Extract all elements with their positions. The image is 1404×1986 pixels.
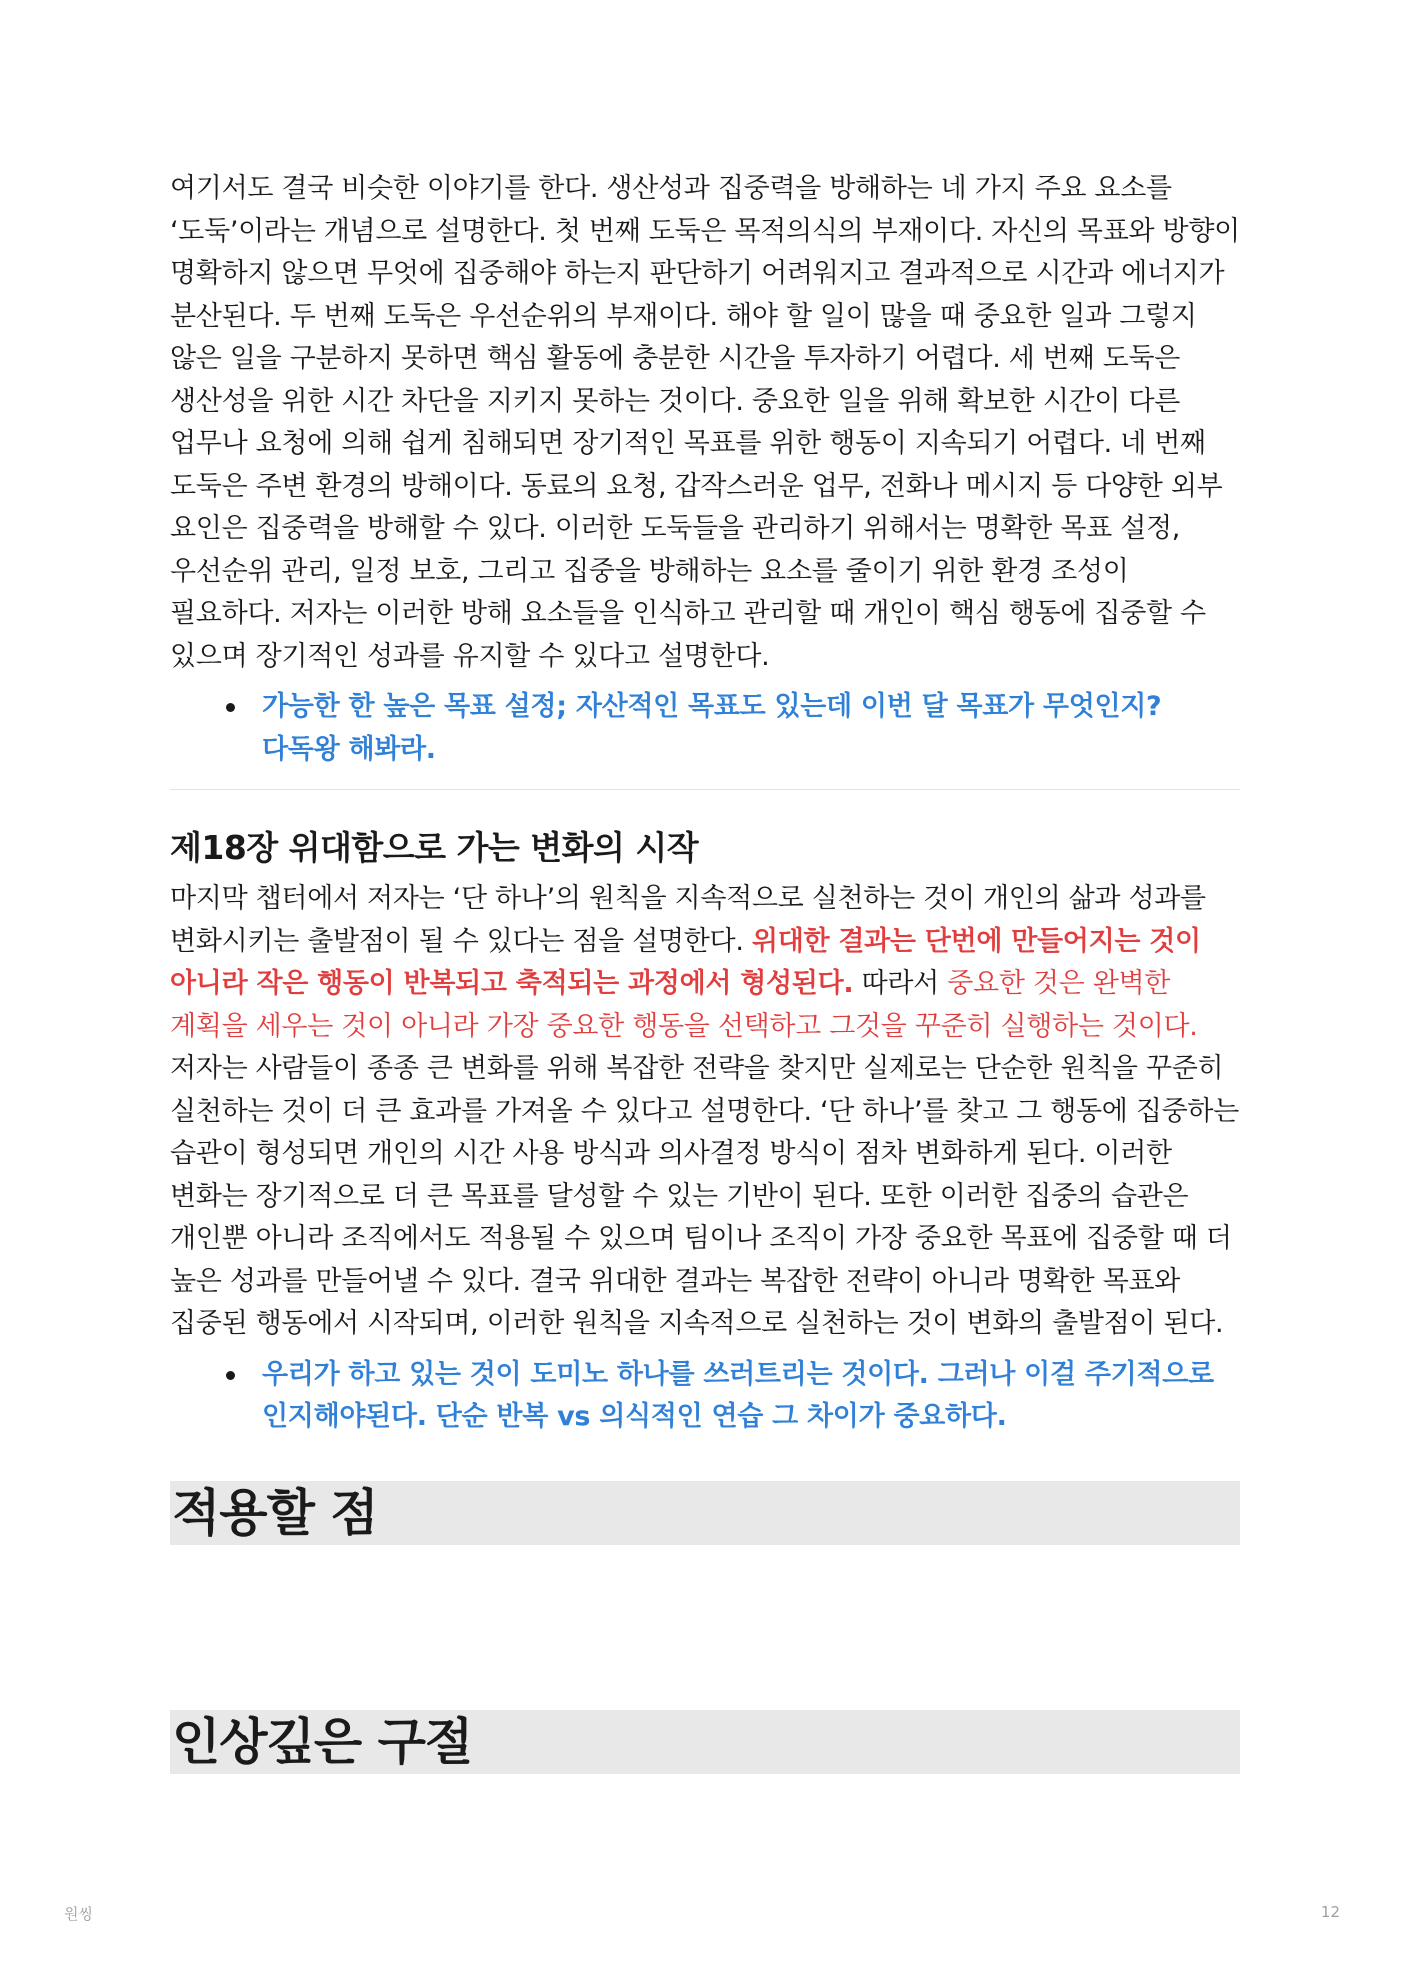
intro-bullet-text: 가능한 한 높은 목표 설정; 자산적인 목표도 있는데 이번 달 목표가 무엇인지? 다독왕 해봐라. [262, 691, 1162, 765]
intro-bullet-item [262, 686, 1240, 771]
chapter-18-bullet-item [262, 1354, 1240, 1439]
divider [170, 789, 1240, 790]
quotes-heading: 인상깊은 구절 [170, 1710, 1240, 1774]
apply-heading: 적용할 점 [170, 1481, 1240, 1545]
footer-book-title: 원씽 [64, 1905, 93, 1923]
intro-bullet-list [170, 686, 1240, 771]
chapter-18-red-bold-text: 위대한 결과는 단번에 만들어지는 것이 아니라 작은 행동이 반복되고 축적되는 과정에서 형성된다. [170, 925, 1201, 999]
intro-paragraph: 여기서도 결국 비슷한 이야기를 한다. 생산성과 집중력을 방해하는 네 가지 주요 요소를 ‘도둑’이라는 개념으로 설명한다. 첫 번째 도둑은 목적의식의 부재이다. 자신의 목표와 방향이 명확하지 않으면 무엇에 집중해야 하는지 판단하기 어려워지고 결과적으로 시간과 에너지가 분산된다. 두 번째 도둑은 우선순위의 부재이다. 해야 할 일이 많을 때 중요한 일과 그렇지 않은 일을 구분하지 못하면 핵심 활동에 충분한 시간을 투자하기 어렵다. 세 번째 도둑은 생산성을 위한 시간 차단을 지키지 못하는 것이다. 중요한 일을 위해 확보한 시간이 다른 업무나 요청에 의해 쉽게 침해되면 장기적인 목표를 위한 행동이 지속되기 어렵다. 네 번째 도둑은 주변 환경의 방해이다. 동료의 요청, 갑작스러운 업무, 전화나 메시지 등 다양한 외부 요인은 집중력을 방해할 수 있다. 이러한 도둑들을 관리하기 위해서는 명확한 목표 설정, 우선순위 관리, 일정 보호, 그리고 집중을 방해하는 요소를 줄이기 위한 환경 조성이 필요하다. 저자는 이러한 방해 요소들을 인식하고 관리할 때 개인이 핵심 행동에 집중할 수 있으며 장기적인 성과를 유지할 수 있다고 설명한다. [170, 173, 1240, 672]
chapter-18-paragraph [170, 878, 1240, 1346]
chapter-18-red-text: 중요한 것은 완벽한 계획을 세우는 것이 아니라 가장 중요한 행동을 선택하고 그것을 꾸준히 실행하는 것이다. [170, 968, 1198, 1042]
bullet-dot-icon [226, 703, 235, 712]
chapter-18-bullet-list [170, 1354, 1240, 1439]
bullet-dot-icon [226, 1371, 235, 1380]
chapter-18-bullet-text: 우리가 하고 있는 것이 도미노 하나를 쓰러트리는 것이다. 그러나 이걸 주기적으로 인지해야된다. 단순 반복 vs 의식적인 연습 그 차이가 중요하다. [262, 1358, 1214, 1432]
chapter-18-text-1: 마지막 챕터에서 저자는 ‘단 하나’의 원칙을 지속적으로 실천하는 것이 개인의 삶과 성과를 변화시키는 출발점이 될 수 있다는 점을 설명한다. [170, 883, 1206, 957]
chapter-18-text-2: 따라서 [853, 968, 948, 999]
chapter-18-text-3: 저자는 사람들이 종종 큰 변화를 위해 복잡한 전략을 찾지만 실제로는 단순한 원칙을 꾸준히 실천하는 것이 더 큰 효과를 가져올 수 있다고 설명한다. ‘단 하나’를 찾고 그 행동에 집중하는 습관이 형성되면 개인의 시간 사용 방식과 의사결정 방식이 점차 변화하게 된다. 이러한 변화는 장기적으로 더 큰 목표를 달성할 수 있는 기반이 된다. 또한 이러한 집중의 습관은 개인뿐 아니라 조직에서도 적용될 수 있으며 팀이나 조직이 가장 중요한 목표에 집중할 때 더 높은 성과를 만들어낼 수 있다. 결국 위대한 결과는 복잡한 전략이 아니라 명확한 목표와 집중된 행동에서 시작되며, 이러한 원칙을 지속적으로 실천하는 것이 변화의 출발점이 된다. [170, 1053, 1239, 1339]
page-content [170, 168, 1240, 1774]
footer-page-number: 12 [1320, 1903, 1340, 1921]
chapter-18-title: 제18장 위대함으로 가는 변화의 시작 [170, 828, 699, 867]
